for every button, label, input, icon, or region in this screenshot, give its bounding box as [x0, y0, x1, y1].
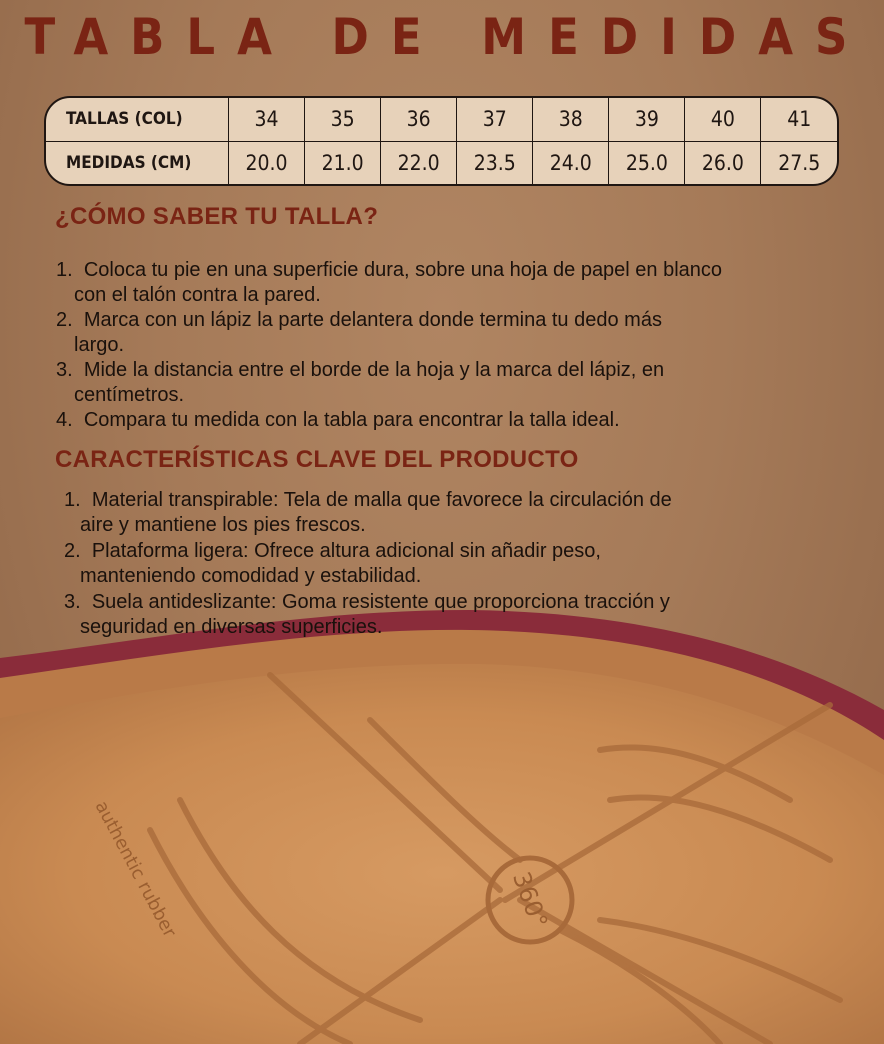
measure-cell: 22.0 — [381, 141, 457, 184]
size-cell: 35 — [305, 98, 381, 141]
emboss-text: authentic rubber — [90, 797, 181, 941]
size-cell: 39 — [609, 98, 685, 141]
how-to-steps — [56, 258, 876, 433]
feature-text: Plataforma ligera: Ofrece altura adicional sin añadir peso, — [91, 540, 601, 562]
feature-number: 2. — [64, 540, 81, 562]
sizes-row — [46, 98, 837, 141]
step-text: Mide la distancia entre el borde de la hoja y la marca del lápiz, en — [83, 359, 665, 381]
measure-cell: 24.0 — [533, 141, 609, 184]
size-cell: 34 — [229, 98, 305, 141]
step-number: 2. — [56, 309, 73, 331]
size-cell: 38 — [533, 98, 609, 141]
measure-cell: 20.0 — [229, 141, 305, 184]
list-item — [64, 590, 864, 640]
list-item — [64, 539, 864, 589]
feature-list — [64, 488, 864, 640]
feature-text-cont: manteniendo comodidad y estabilidad. — [80, 565, 422, 587]
step-number: 4. — [56, 409, 73, 431]
size-table — [44, 96, 839, 186]
step-text: Compara tu medida con la tabla para encontrar la talla ideal. — [83, 409, 620, 431]
measure-cell: 21.0 — [305, 141, 381, 184]
row-label-sizes: TALLAS (COL) — [46, 98, 229, 141]
measure-cell: 23.5 — [457, 141, 533, 184]
list-item — [56, 408, 876, 433]
list-item — [56, 358, 876, 408]
feature-text-cont: seguridad en diversas superficies. — [80, 616, 383, 638]
page-title: TABLA DE MEDIDAS — [24, 8, 870, 66]
size-cell: 37 — [457, 98, 533, 141]
feature-number: 1. — [64, 489, 81, 511]
step-text-cont: largo. — [74, 334, 125, 356]
size-cell: 40 — [685, 98, 761, 141]
step-text: Marca con un lápiz la parte delantera donde termina tu dedo más — [83, 309, 662, 331]
feature-text-cont: aire y mantiene los pies frescos. — [80, 514, 366, 536]
measures-row — [46, 141, 837, 184]
list-item — [56, 258, 876, 308]
feature-text: Material transpirable: Tela de malla que favorece la circulación de — [91, 489, 672, 511]
feature-number: 3. — [64, 591, 81, 613]
step-text-cont: centímetros. — [74, 384, 185, 406]
step-text-cont: con el talón contra la pared. — [74, 284, 321, 306]
center-mark-text: 360° — [506, 868, 554, 932]
row-label-measures: MEDIDAS (CM) — [46, 141, 229, 184]
list-item — [56, 308, 876, 358]
list-item — [64, 488, 864, 538]
step-number: 3. — [56, 359, 73, 381]
size-cell: 36 — [381, 98, 457, 141]
how-to-heading: ¿CÓMO SABER TU TALLA? — [55, 203, 379, 230]
step-number: 1. — [56, 259, 73, 281]
feature-text: Suela antideslizante: Goma resistente que proporciona tracción y — [91, 591, 670, 613]
measure-cell: 25.0 — [609, 141, 685, 184]
measure-cell: 27.5 — [761, 141, 837, 184]
shoe-sole-image — [0, 600, 884, 1044]
step-text: Coloca tu pie en una superficie dura, sobre una hoja de papel en blanco — [83, 259, 723, 281]
features-heading: CARACTERÍSTICAS CLAVE DEL PRODUCTO — [55, 446, 579, 473]
size-cell: 41 — [761, 98, 837, 141]
measure-cell: 26.0 — [685, 141, 761, 184]
